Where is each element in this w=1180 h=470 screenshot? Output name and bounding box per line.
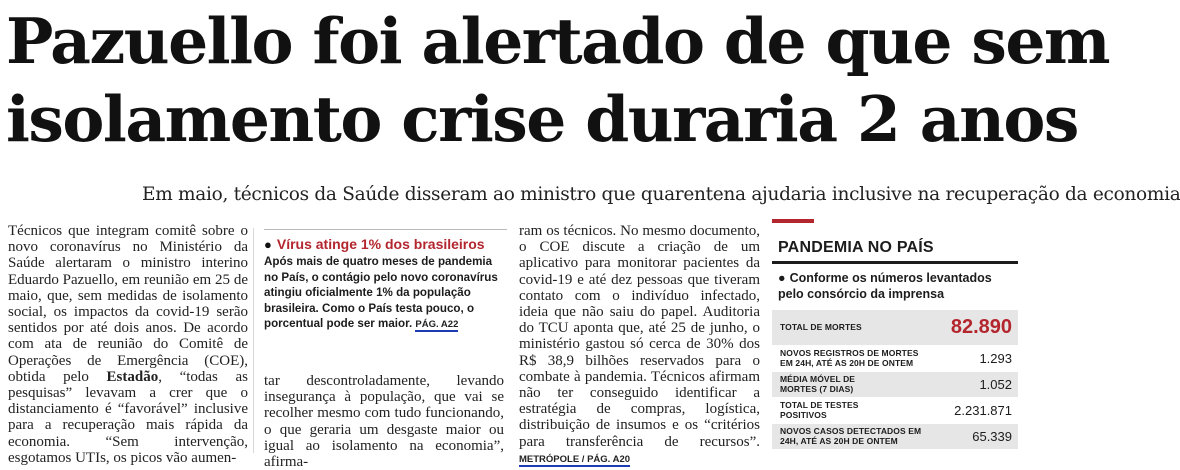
stat-label: TOTAL DE TESTES POSITIVOS bbox=[780, 400, 859, 420]
stat-value: 1.293 bbox=[979, 351, 1012, 366]
column-1-source: Estadão bbox=[106, 368, 159, 385]
stat-row-new-cases bbox=[772, 424, 1018, 450]
stat-row-new-deaths bbox=[772, 346, 1018, 372]
column-3-text bbox=[519, 223, 760, 468]
teaser-page-ref-link[interactable]: PÁG. A22 bbox=[415, 319, 459, 331]
teaser-box bbox=[264, 229, 507, 333]
metropole-page-ref-link[interactable]: METRÓPOLE / PÁG. A20 bbox=[519, 453, 631, 465]
panel-intro bbox=[778, 270, 1018, 302]
stat-row-total-positive bbox=[772, 398, 1018, 424]
stats-table bbox=[772, 310, 1018, 450]
stat-value: 82.890 bbox=[950, 316, 1012, 338]
panel-title: PANDEMIA NO PAÍS bbox=[778, 239, 934, 256]
panel-intro-text: Conforme os números levantados pelo consórcio da imprensa bbox=[778, 271, 992, 301]
teaser-title-text: Vírus atinge 1% dos brasileiros bbox=[276, 236, 485, 252]
teaser-body-text: Após mais de quatro meses de pandemia no País, o contágio pelo novo coronavírus atingiu oficialmente 1% da população brasileira. Como o País testa pouco, o porcentual pode ser maior. bbox=[264, 255, 498, 331]
headline bbox=[6, 2, 1110, 158]
headline-line-1: Pazuello foi alertado de que sem bbox=[6, 4, 1110, 78]
headline-line-2: isolamento crise duraria 2 anos bbox=[6, 82, 1078, 156]
column-3-body: ram os técnicos. No mesmo documento, o COE discute a criação de um aplicativo para monitorar pacientes da covid-19 e até dez pessoas que tiveram contato com o indivíduo infectado, ideia que não saiu do papel. Auditoria do TCU aponta que, até 25 de junho, o ministério gastou só cerca de 30% dos R$ 38,9 bilhões reservados para o combate à pandemia. Técnicos afirmam não ter conseguido identificar a estratégia de compras, logística, distribuição de insumos e os “critérios para transferência de recursos”. bbox=[519, 223, 760, 450]
teaser-title bbox=[264, 236, 507, 252]
article-column-2 bbox=[264, 373, 504, 470]
panel-accent-bar bbox=[772, 219, 814, 223]
subheadline: Em maio, técnicos da Saúde disseram ao ministro que quarentena ajudaria inclusive na recuperação da economia bbox=[142, 184, 1180, 205]
article-column-3 bbox=[519, 223, 760, 468]
stat-row-total-deaths bbox=[772, 310, 1018, 346]
stat-label: TOTAL DE MORTES bbox=[780, 321, 862, 332]
bullet-icon: ● bbox=[264, 237, 272, 252]
stat-value: 1.052 bbox=[979, 377, 1012, 392]
column-1-part-2: , “todas as pesquisas” levavam a crer que o distanciamento é “favorável” inclusive para a recuperação mais rápida da economia. “Sem intervenção, esgotamos UTIs, os picos vão aumen- bbox=[8, 368, 248, 466]
teaser-body bbox=[264, 254, 507, 333]
stat-label: MÉDIA MÓVEL DE MORTES (7 DIAS) bbox=[780, 374, 856, 394]
column-2-text: tar descontroladamente, levando insegurança à população, que vai se recolher mesmo com tudo funcionando, o que geraria um desgaste maior ou igual ao isolamento na economia”, afirma- bbox=[264, 373, 504, 470]
column-1-text bbox=[8, 223, 248, 466]
pandemic-stats-panel bbox=[772, 219, 1018, 455]
panel-divider bbox=[772, 261, 1018, 264]
stat-row-moving-average bbox=[772, 372, 1018, 398]
stat-label: NOVOS REGISTROS DE MORTES EM 24H, ATÉ AS 20H DE ONTEM bbox=[780, 348, 919, 368]
stat-label: NOVOS CASOS DETECTADOS EM 24H, ATÉ AS 20H DE ONTEM bbox=[780, 426, 922, 446]
stat-value: 65.339 bbox=[972, 429, 1012, 444]
article-column-1 bbox=[8, 223, 248, 466]
bullet-icon: ● bbox=[778, 271, 786, 285]
column-divider bbox=[253, 228, 254, 453]
stat-value: 2.231.871 bbox=[954, 403, 1012, 418]
column-1-part-1: Técnicos que integram comitê sobre o novo coronavírus no Ministério da Saúde alertaram o ministro interino Eduardo Pazuello, em reunião em 25 de maio, que, sem medidas de isolamento social, os impactos da covid-19 serão sentidos por até dois anos. De acordo com ata de reunião do Comitê de Operações de Emergência (COE), obtida pelo bbox=[8, 223, 248, 385]
